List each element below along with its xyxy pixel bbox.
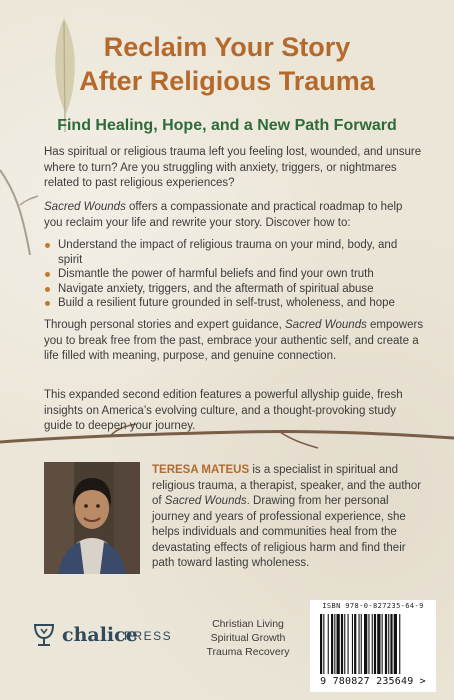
twig-decoration xyxy=(0,150,40,260)
list-item-text: Understand the impact of religious trauma on your mind, body, and spirit xyxy=(58,239,398,266)
list-item xyxy=(44,238,424,267)
bullet-icon xyxy=(45,243,50,248)
isbn-label: ISBN 978-0-827235-64-9 xyxy=(322,602,424,610)
intro-paragraph: Has spiritual or religious trauma left you feeling lost, wounded, and unsure where to turn? Are you struggling with anxiety, triggers, or nightmares related to past religious experiences? xyxy=(44,146,422,189)
isbn-digits: 9 780827 235649 > xyxy=(320,676,426,687)
publisher-logo xyxy=(32,620,173,650)
author-photo xyxy=(44,462,140,574)
barcode-icon xyxy=(320,614,428,674)
author-portrait-icon xyxy=(44,462,140,574)
edition-paragraph: This expanded second edition features a powerful allyship guide, fresh insights on America’s evolving culture, and a thought-provoking study guide to deepen your journey. xyxy=(44,389,403,432)
publisher-name: chalice xyxy=(62,624,138,646)
chalice-icon xyxy=(32,622,56,648)
category-item: Christian Living xyxy=(212,618,284,630)
roadmap-paragraph xyxy=(44,200,424,231)
list-item xyxy=(44,282,424,297)
author-bio-text-end: . Drawing from her personal journey and years of professional experience, she helps individuals and communities heal from the devastating effects of religious harm and find their path toward lasting wholeness. xyxy=(152,495,406,569)
title-line-1: Reclaim Your Story xyxy=(103,32,351,62)
list-item xyxy=(44,267,424,282)
guidance-text-end: empowers you to break free from the past, embrace your authentic self, and create a life filled with meaning, purpose, and genuine connection. xyxy=(44,319,424,362)
bullet-icon xyxy=(45,301,50,306)
list-item xyxy=(44,296,424,311)
roadmap-text: offers a compassionate and practical roadmap to help you reclaim your life and rewrite your story. Discover how to: xyxy=(44,201,403,229)
bullet-icon xyxy=(45,287,50,292)
author-bio-text: is a specialist in spiritual and religious trauma, a therapist, speaker, and the author of xyxy=(152,464,422,507)
title-line-2: After Religious Trauma xyxy=(79,66,375,96)
cover-subtitle: Find Healing, Hope, and a New Path Forward xyxy=(57,117,397,134)
list-item-text: Dismantle the power of harmful beliefs and find your own truth xyxy=(58,268,374,280)
benefits-list xyxy=(44,238,424,311)
author-name: TERESA MATEUS xyxy=(152,464,250,476)
book-title: Sacred Wounds xyxy=(164,495,247,507)
guidance-paragraph xyxy=(44,318,424,365)
guidance-text-start: Through personal stories and expert guidance, xyxy=(44,319,286,331)
isbn-barcode xyxy=(310,600,436,692)
bullet-icon xyxy=(45,272,50,277)
book-title: Sacred Wounds xyxy=(44,201,126,213)
list-item-text: Build a resilient future grounded in self-trust, wholeness, and hope xyxy=(58,297,395,309)
category-item: Trauma Recovery xyxy=(206,646,290,658)
author-bio xyxy=(152,463,422,572)
book-title: Sacred Wounds xyxy=(285,319,367,331)
list-item-text: Navigate anxiety, triggers, and the aftermath of spiritual abuse xyxy=(58,282,374,295)
category-item: Spiritual Growth xyxy=(210,632,286,644)
category-list xyxy=(198,617,298,659)
cover-title xyxy=(0,30,454,98)
publisher-press: PRESS xyxy=(124,629,173,643)
